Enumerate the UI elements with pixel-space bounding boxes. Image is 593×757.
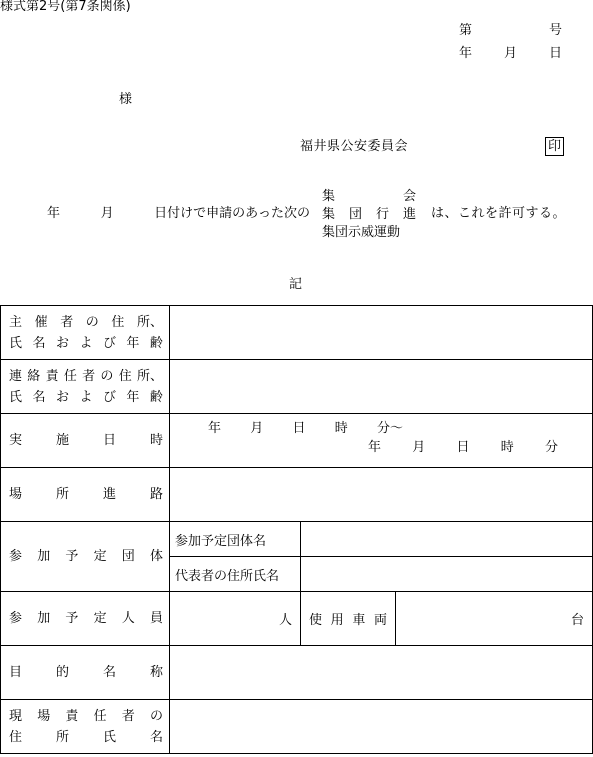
row-purpose xyxy=(1,646,593,700)
document-number: 第 号 xyxy=(459,23,562,38)
document-date: 年 月 日 xyxy=(459,46,562,61)
group-name-value[interactable] xyxy=(301,522,593,557)
representative-value[interactable] xyxy=(301,557,593,592)
vehicle-label: 使 用 車 両 xyxy=(301,592,396,646)
groups-label: 参 加 予 定 団 体 xyxy=(1,522,170,592)
manager-value[interactable] xyxy=(170,700,593,754)
representative-label: 代表者の住所氏名 xyxy=(170,557,301,592)
form-number: 様式第2号(第7条関係) xyxy=(0,0,131,14)
purpose-value[interactable] xyxy=(170,646,593,700)
datetime-label: 実 施 日 時 xyxy=(1,414,170,468)
row-participants xyxy=(1,592,593,646)
start-datetime: 年 月 日 時 分～ xyxy=(208,421,403,436)
route-label: 場 所 進 路 xyxy=(1,468,170,522)
organizer-value[interactable] xyxy=(170,306,593,360)
row-organizer xyxy=(1,306,593,360)
row-manager xyxy=(1,700,593,754)
seal-mark: 印 xyxy=(545,137,564,156)
vehicle-value[interactable] xyxy=(396,592,593,646)
permission-text: は、これを許可する。 xyxy=(431,206,567,221)
datetime-value[interactable] xyxy=(170,414,593,468)
route-value[interactable] xyxy=(170,468,593,522)
organizer-label: 主 催 者 の 住 所、 氏 名 お よ び 年 齢 xyxy=(1,306,170,360)
option-demonstration: 集団示威運動 xyxy=(322,225,401,240)
row-groups-name xyxy=(1,522,593,557)
participants-value[interactable] xyxy=(170,592,301,646)
purpose-label: 目 的 名 称 xyxy=(1,646,170,700)
row-datetime xyxy=(1,414,593,468)
liaison-value[interactable] xyxy=(170,360,593,414)
option-meeting: 集 会 xyxy=(322,189,416,204)
issuer-name: 福井県公安委員会 xyxy=(300,139,409,154)
participants-label: 参 加 予 定 人 員 xyxy=(1,592,170,646)
row-liaison xyxy=(1,360,593,414)
person-unit: 人 xyxy=(278,613,292,628)
ki-heading: 記 xyxy=(289,277,303,292)
addressee-suffix: 様 xyxy=(119,92,133,107)
option-march: 集 団 行 進 xyxy=(322,207,416,222)
group-name-label: 参加予定団体名 xyxy=(170,522,301,557)
end-datetime: 年 月 日 時 分 xyxy=(368,440,558,455)
liaison-label: 連 絡 責 任 者 の 住 所、 氏 名 お よ び 年 齢 xyxy=(1,360,170,414)
manager-label: 現 場 責 任 者 の 住 所 氏 名 xyxy=(1,700,170,754)
application-date-text: 年 月 日付けで申請のあった次の xyxy=(47,206,310,221)
vehicle-unit: 台 xyxy=(570,613,584,628)
event-type-options xyxy=(322,190,416,244)
permit-details-table xyxy=(0,305,593,754)
row-route xyxy=(1,468,593,522)
